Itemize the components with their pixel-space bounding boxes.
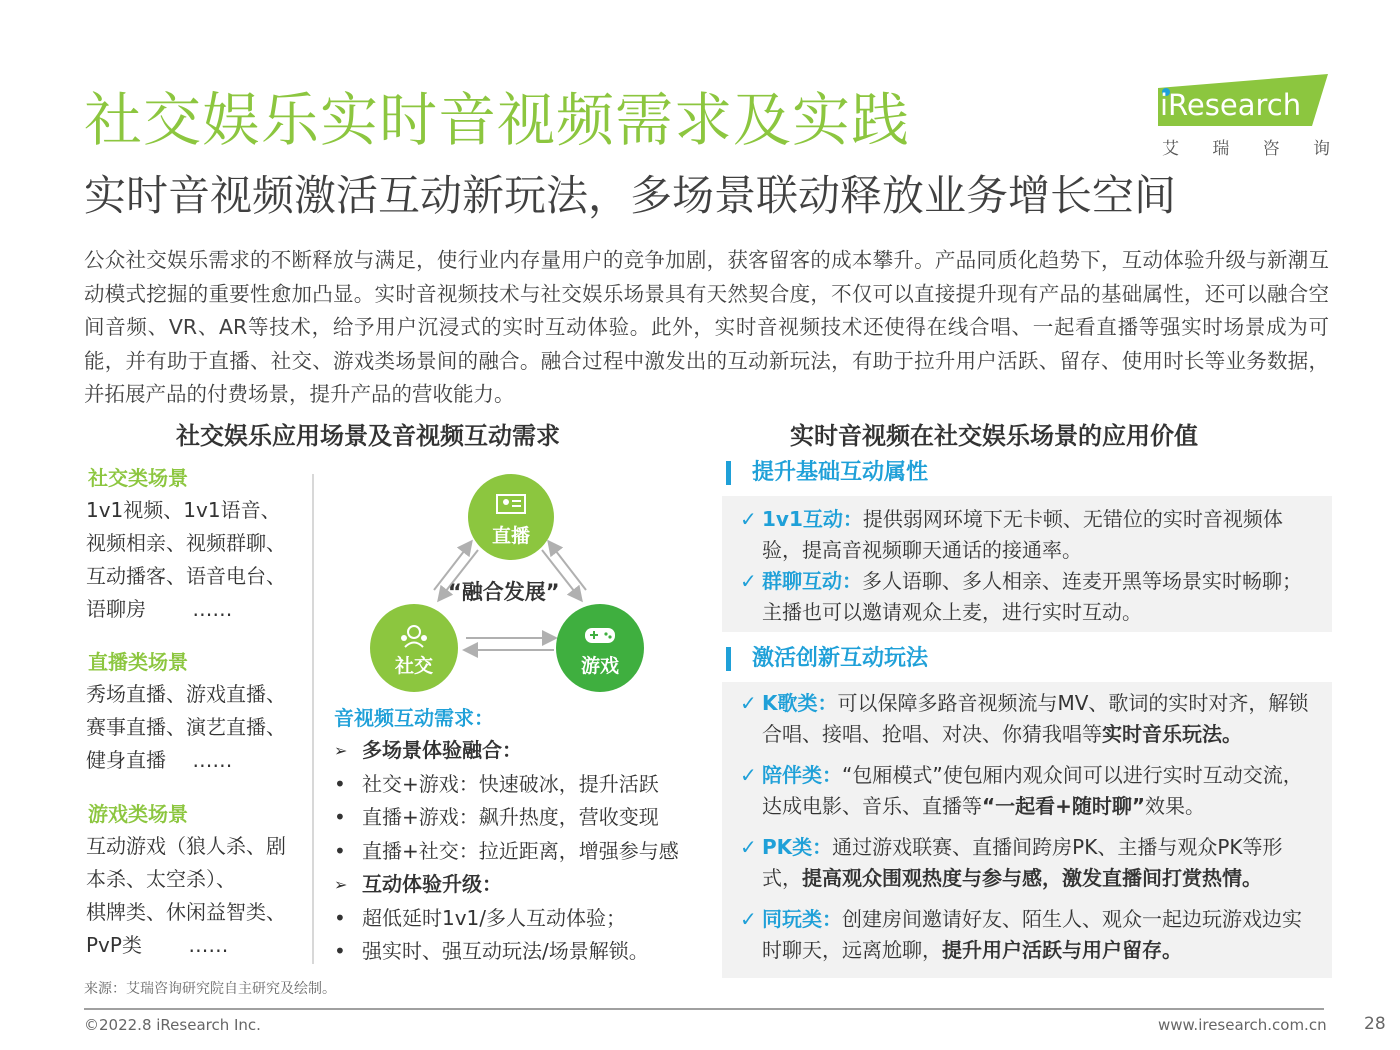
section-heading-innovation: 激活创新互动玩法: [722, 644, 928, 674]
demand-item: • 社交+游戏：快速破冰，提升活跃: [334, 768, 714, 802]
value-item: ✓ PK类：通过游戏联赛、直播间跨房PK、主播与观众PK等形式，提高观众围观热度与参与感，激发直播间打赏热情。: [740, 832, 1318, 894]
value-item: ✓ 陪伴类：“包厢模式”使包厢内观众间可以进行实时互动交流，达成电影、音乐、直播等“一起看+随时聊”效果。: [740, 760, 1318, 822]
vertical-divider: [312, 474, 314, 964]
intro-paragraph: 公众社交娱乐需求的不断释放与满足，使行业内存量用户的竞争加剧，获客留客的成本攀升。产品同质化趋势下，互动体验升级与新潮互动模式挖掘的重要性愈加凸显。实时音视频技术与社交娱乐场景具有天然契合度，不仅可以直接提升现有产品的基础属性，还可以融合空间音频、VR、AR等技术，给予用户沉浸式的实时互动体验。此外，实时音视频技术还使得在线合唱、一起看直播等强实时场景成为可能，并有助于直播、社交、游戏类场景间的融合。融合过程中激发出的互动新玩法，有助于拉升用户活跃、留存、使用时长等业务数据，并拓展产品的付费场景，提升产品的营收能力。: [84, 248, 1329, 406]
iresearch-logo: [1150, 74, 1330, 160]
category-title-game: 游戏类场景: [88, 802, 188, 826]
demand-item: • 超低延时1v1/多人互动体验；: [334, 902, 714, 936]
value-item: ✓ K歌类：可以保障多路音视频流与MV、歌词的实时对齐，解锁合唱、接唱、抢唱、对决、你猜我唱等实时音乐玩法。: [740, 688, 1318, 750]
live-circle: 直播: [468, 474, 554, 560]
social-people-icon: [370, 624, 458, 653]
demand-item: • 强实时、强互动玩法/场景解锁。: [334, 935, 714, 969]
page-title: 社交娱乐实时音视频需求及实践: [84, 86, 911, 154]
category-body-game: 互动游戏（狼人杀、剧 本杀、太空杀）、 棋牌类、休闲益智类、 PvP类 ……: [86, 834, 286, 957]
demand-item: • 直播+社交：拉近距离，增强参与感: [334, 835, 714, 869]
demand-list: [334, 734, 714, 969]
category-body-social: 1v1视频、1v1语音、 视频相亲、视频群聊、 互动播客、语音电台、 语聊房 ……: [86, 498, 286, 621]
category-body-live: 秀场直播、游戏直播、 赛事直播、演艺直播、 健身直播 ……: [86, 682, 286, 772]
value-item: ✓ 群聊互动：多人语聊、多人相亲、连麦开黑等场景实时畅聊；主播也可以邀请观众上麦，进行实时互动。: [740, 566, 1318, 628]
social-circle: 社交: [370, 604, 458, 692]
category-title-live: 直播类场景: [88, 650, 188, 674]
value-item: ✓ 同玩类：创建房间邀请好友、陌生人、观众一起边玩游戏边实时聊天，远离尬聊，提升用户活跃与用户留存。: [740, 904, 1318, 966]
demand-title: 音视频互动需求：: [334, 706, 494, 730]
left-section-heading: 社交娱乐应用场景及音视频互动需求: [176, 422, 560, 450]
page-subtitle: 实时音视频激活互动新玩法，多场景联动释放业务增长空间: [84, 171, 1177, 220]
logo-chinese: 艾 瑞 咨 询: [1162, 139, 1330, 159]
logo-wordmark: iResearch: [1160, 88, 1302, 122]
footer-divider: [84, 1008, 1324, 1010]
copyright: ©2022.8 iResearch Inc.: [84, 1016, 261, 1034]
gamepad-icon: [556, 624, 644, 651]
fusion-diagram: [360, 466, 660, 696]
page-number: 28: [1364, 1014, 1386, 1034]
fusion-center-label: “融合发展”: [448, 580, 560, 604]
game-circle: 游戏: [556, 604, 644, 692]
website-link[interactable]: www.iresearch.com.cn: [1158, 1016, 1327, 1034]
demand-group-title: ➢ 多场景体验融合：: [334, 734, 714, 768]
innovation-box: [722, 682, 1332, 978]
demand-group-title: ➢ 互动体验升级：: [334, 868, 714, 902]
source-note: 来源：艾瑞咨询研究院自主研究及绘制。: [84, 981, 336, 997]
demand-item: • 直播+游戏：飙升热度，营收变现: [334, 801, 714, 835]
basic-interaction-box: [722, 496, 1332, 632]
live-screen-icon: [468, 494, 554, 521]
value-item: ✓ 1v1互动：提供弱网环境下无卡顿、无错位的实时音视频体验，提高音视频聊天通话的接通率。: [740, 504, 1318, 566]
section-heading-basic: 提升基础互动属性: [722, 458, 928, 488]
category-title-social: 社交类场景: [88, 466, 188, 490]
right-section-heading: 实时音视频在社交娱乐场景的应用价值: [790, 422, 1198, 450]
